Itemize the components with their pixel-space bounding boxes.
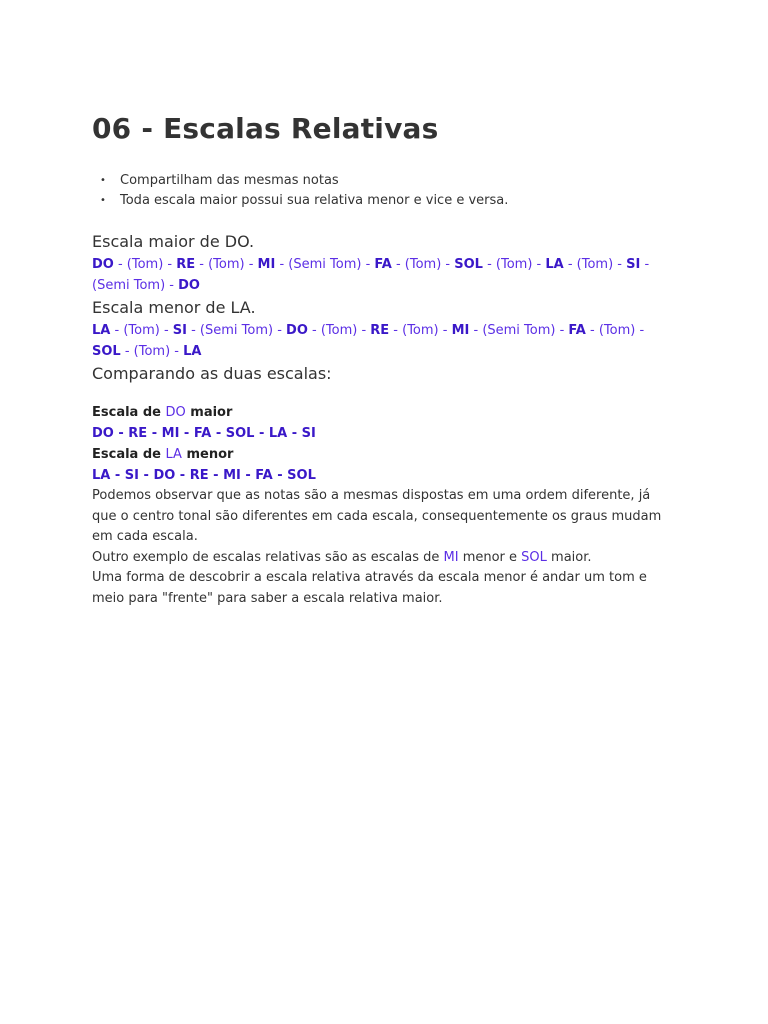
content-block [92,230,672,609]
interval-label: - (Tom) - [113,257,177,272]
note-name: SI [626,257,641,272]
paragraph-other-note-mi: MI [443,549,459,565]
bullet-text: Compartilham das mesmas notas [120,173,339,188]
compare-major-note: DO [165,405,186,420]
interval-label: - (Tom) - [585,323,645,338]
interval-label: - (Semi Tom) - [92,257,650,293]
compare-major-prefix: Escala de [92,405,166,420]
compare-minor-note: LA [165,447,182,462]
compare-major-suffix: maior [185,405,233,420]
note-name: LA [183,344,202,359]
compare-major-sequence: DO - RE - MI - FA - SOL - LA - SI [92,426,316,441]
bullet-item [92,171,508,191]
paragraph-other-after: maior. [546,549,592,565]
bullet-icon: • [100,175,106,186]
paragraph-other-example [92,548,672,569]
note-name: RE [176,257,196,272]
note-name: LA [92,323,111,338]
paragraph-other-middle: menor e [458,549,522,565]
bullet-item [92,191,508,211]
note-name: DO [286,323,308,338]
note-name: FA [374,257,392,272]
note-name: DO [178,278,200,293]
interval-label: - (Tom) - [307,323,371,338]
compare-minor-suffix: menor [181,447,234,462]
note-name: MI [451,323,470,338]
minor-scale-sequence [92,320,672,362]
interval-label: - (Semi Tom) - [469,323,569,338]
spacer [92,386,672,402]
bullet-list [92,171,508,211]
interval-label: - (Tom) - [120,344,184,359]
interval-label: - (Tom) - [391,257,455,272]
page-title: 06 - Escalas Relativas [92,112,439,145]
compare-heading: Comparando as duas escalas: [92,364,332,383]
interval-label: - (Tom) - [389,323,452,338]
note-name: SI [172,323,187,338]
minor-scale-heading: Escala menor de LA. [92,298,256,317]
compare-major-heading [92,402,672,423]
bullet-icon: • [100,195,106,206]
note-name: LA [545,257,564,272]
interval-label: - (Tom) - [110,323,173,338]
note-name: RE [370,323,390,338]
compare-minor-heading [92,444,672,465]
compare-minor-prefix: Escala de [92,447,166,462]
compare-minor-sequence: LA - SI - DO - RE - MI - FA - SOL [92,468,316,483]
paragraph-other-note-sol: SOL [521,549,547,565]
note-name: SOL [454,257,483,272]
note-name: MI [257,257,276,272]
major-scale-heading: Escala maior de DO. [92,232,255,251]
bullet-text: Toda escala maior possui sua relativa menor e vice e versa. [120,193,509,208]
interval-label: - (Tom) - [482,257,546,272]
paragraph-other-before: Outro exemplo de escalas relativas são as escalas de [92,549,444,565]
interval-label: - (Tom) - [563,257,627,272]
paragraph-relative-method: Uma forma de descobrir a escala relativa através da escala menor é andar um tom e meio para "frente" para saber a escala relativa maior. [92,570,647,606]
interval-label: - (Semi Tom) - [275,257,375,272]
paragraph-observation: Podemos observar que as notas são a mesmas dispostas em uma ordem diferente, já que o centro tonal são diferentes em cada escala, consequentemente os graus mudam em cada escala. [92,488,662,544]
note-name: DO [92,257,114,272]
note-name: SOL [92,344,121,359]
interval-label: - (Semi Tom) - [186,323,287,338]
note-name: FA [568,323,586,338]
major-scale-sequence [92,254,672,296]
interval-label: - (Tom) - [195,257,258,272]
